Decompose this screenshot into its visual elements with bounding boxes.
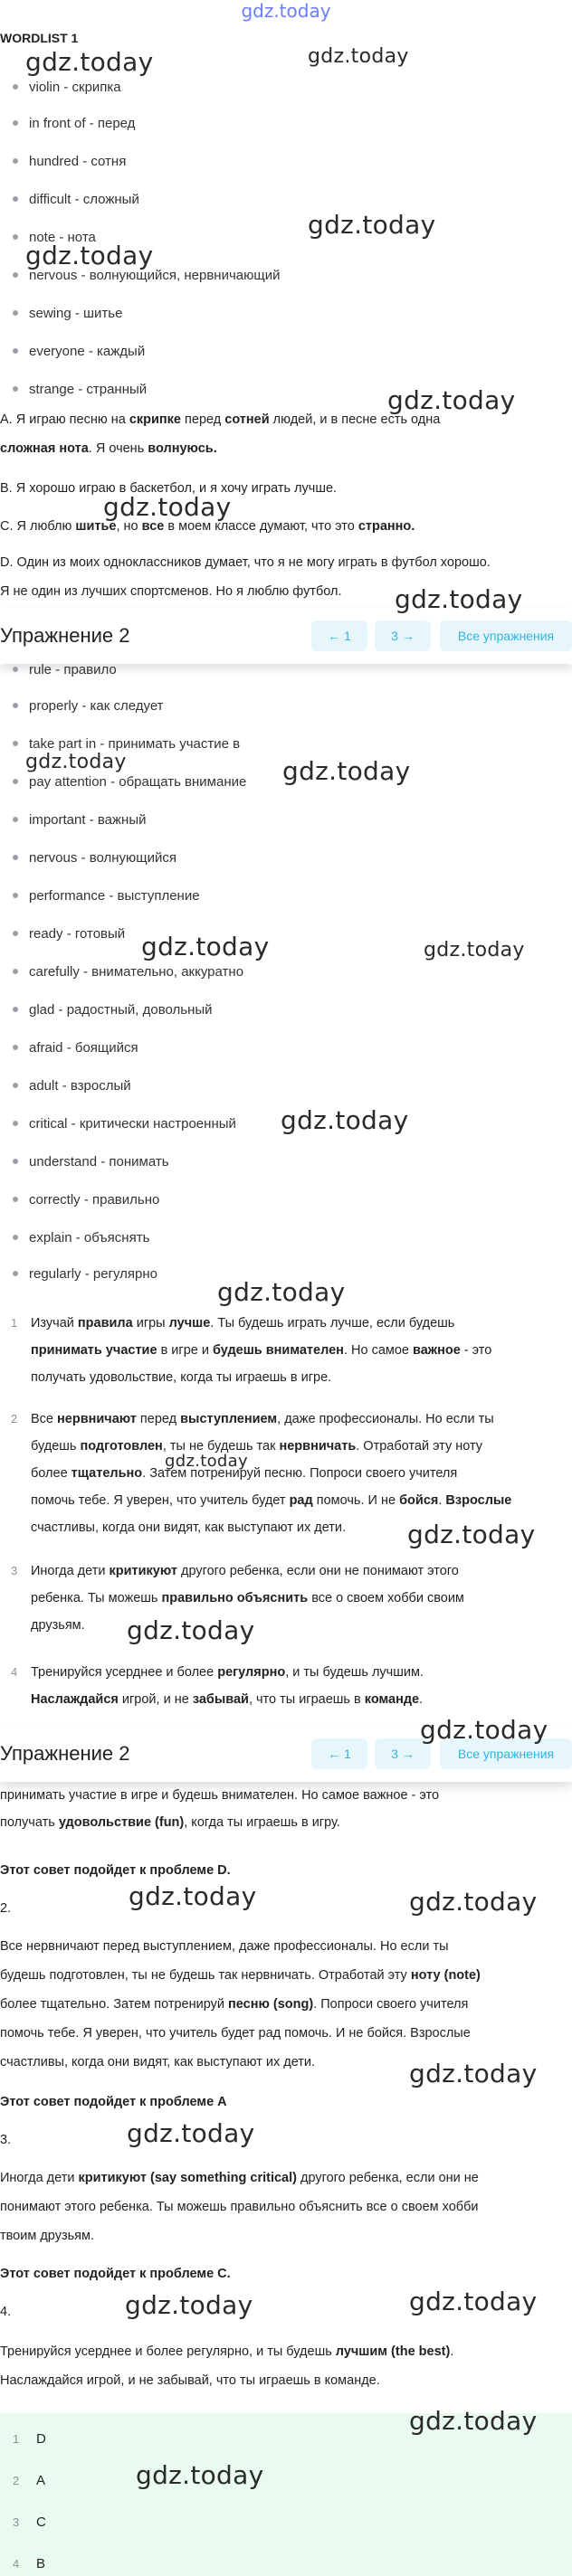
list-item: take part in - принимать участие в [13, 736, 240, 752]
next-exercise-button[interactable]: 3 → [375, 1738, 431, 1769]
watermark: gdz.today [424, 939, 525, 961]
bullet-icon [13, 196, 18, 202]
all-exercises-button[interactable]: Все упражнения [440, 1738, 572, 1769]
bullet-icon [13, 667, 18, 672]
answer-item: 4 B [13, 2556, 46, 2571]
translation-d: D. Один из моих одноклассников думает, что я не могу играть в футбол хорошо. Я не один из лучших спортсменов. Но я люблю футбол. [0, 555, 491, 599]
problem-match-heading: Этот совет подойдет к проблеме D. [0, 1863, 231, 1878]
section-title: Упражнение 2 [0, 624, 130, 647]
list-item: rule - правило [13, 662, 117, 677]
watermark: gdz.today [103, 492, 232, 522]
watermark: gdz.today [407, 1520, 536, 1549]
list-item: correctly - правильно [13, 1192, 159, 1208]
watermark: gdz.today [217, 1277, 346, 1307]
watermark: gdz.today [127, 2118, 255, 2148]
watermark: gdz.today [395, 584, 523, 614]
exercise-nav-bar [0, 1726, 572, 1782]
list-item: sewing - шитье [13, 306, 122, 321]
bullet-icon [13, 1159, 18, 1164]
watermark: gdz.today [387, 385, 516, 415]
watermark: gdz.today [282, 756, 411, 786]
watermark: gdz.today [129, 1881, 257, 1911]
watermark: gdz.today [409, 2059, 538, 2088]
problem-match-heading: Этот совет подойдет к проблеме C. [0, 2267, 231, 2281]
translation-b: B. Я хорошо играю в баскетбол, и я хочу играть лучше. [0, 481, 338, 496]
watermark: gdz.today [141, 932, 270, 961]
wordlist-title: WORDLIST 1 [0, 31, 79, 45]
explain-block-3: Иногда дети критикуют (say something critical) другого ребенка, если они не понимают этого ребенка. Ты можешь правильно объяснить все о своем хобби твоим друзьям. [0, 2171, 479, 2243]
bullet-icon [13, 1007, 18, 1012]
bullet-icon [13, 1045, 18, 1050]
list-item: adult - взрослый [13, 1078, 131, 1094]
bullet-icon [13, 120, 18, 126]
answer-item: 3 C [13, 2514, 46, 2530]
section-title: Упражнение 2 [0, 1742, 130, 1765]
explain-block-4: Тренируйся усерднее и более регулярно, и ты будешь лучшим (the best). Наслаждайся игрой, и не забывай, что ты играешь в команде. [0, 2344, 454, 2388]
watermark: gdz.today [308, 45, 409, 68]
bullet-icon [13, 1197, 18, 1202]
answer-item: 2 A [13, 2473, 46, 2488]
watermark: gdz.today [409, 2406, 538, 2436]
bullet-icon [13, 84, 18, 90]
translation-c: C. Я люблю шитье, но все в моем классе думают, что это странно. [0, 519, 415, 534]
list-item: note - нота [13, 230, 96, 245]
answers-panel [0, 2413, 572, 2576]
bullet-icon [13, 348, 18, 354]
next-exercise-button[interactable]: 3 → [375, 620, 431, 651]
bullet-icon [13, 855, 18, 860]
bullet-icon [13, 1271, 18, 1276]
list-item: violin - скрипка [13, 80, 121, 95]
list-item: carefully - внимательно, аккуратно [13, 964, 243, 980]
explain-block-2: Все нервничают перед выступлением, даже профессионалы. Но если ты будешь подготовлен, ты не будешь так нервничать. Отработай эту ноту (note) более тщательно. Затем потренируй песню (song). Попроси своего учителя помочь тебе. Я уверен, что учитель будет рад помочь. И не бойся. Взрослые счастливы, когда они видят, как выступают их дети. [0, 1939, 481, 2069]
list-item: performance - выступление [13, 888, 200, 904]
bullet-icon [13, 1235, 18, 1240]
list-item: nervous - волнующийся, нервничающий [13, 268, 280, 283]
watermark: gdz.today [127, 1615, 255, 1645]
bullet-icon [13, 779, 18, 784]
bullet-icon [13, 1083, 18, 1088]
bullet-icon [13, 741, 18, 746]
bullet-icon [13, 386, 18, 392]
explain-number: 4. [0, 2305, 12, 2319]
bullet-icon [13, 310, 18, 316]
list-item: afraid - боящийся [13, 1040, 138, 1056]
list-item: ready - готовый [13, 926, 125, 942]
watermark: gdz.today [25, 47, 154, 77]
prev-exercise-button[interactable]: ← 1 [311, 620, 367, 651]
explain-number: 2. [0, 1901, 12, 1916]
list-item: regularly - регулярно [13, 1266, 157, 1282]
watermark: gdz.today [25, 751, 127, 773]
list-item: pay attention - обращать внимание [13, 774, 246, 790]
explain-number: 3. [0, 2133, 12, 2147]
list-item: explain - объяснять [13, 1230, 149, 1245]
bullet-icon [13, 1121, 18, 1126]
watermark: gdz.today [125, 2290, 253, 2320]
watermark: gdz.today [409, 2287, 538, 2316]
list-item: hundred - сотня [13, 154, 126, 169]
bullet-icon [13, 969, 18, 974]
list-item: in front of - перед [13, 116, 135, 131]
watermark: gdz.today [308, 210, 436, 240]
answer-item: 1 D [13, 2431, 46, 2447]
list-item: nervous - волнующийся [13, 850, 176, 866]
bullet-icon [13, 893, 18, 898]
exercise-nav-bar [0, 608, 572, 664]
list-item: critical - критически настроенный [13, 1116, 236, 1132]
watermark: gdz.today [25, 241, 154, 270]
bullet-icon [13, 158, 18, 164]
list-item: glad - радостный, довольный [13, 1002, 213, 1018]
explain-block-1: принимать участие в игре и будешь внимателен. Но самое важное - это получать удовольствие (fun), когда ты играешь в игру. [0, 1788, 440, 1830]
bullet-icon [13, 703, 18, 708]
bullet-icon [13, 272, 18, 278]
bullet-icon [13, 817, 18, 822]
bullet-icon [13, 234, 18, 240]
site-logo[interactable]: gdz.today [241, 0, 331, 22]
list-item: difficult - сложный [13, 192, 139, 207]
problem-match-heading: Этот совет подойдет к проблеме A [0, 2095, 227, 2109]
watermark: gdz.today [281, 1105, 409, 1135]
watermark: gdz.today [165, 1452, 248, 1471]
all-exercises-button[interactable]: Все упражнения [440, 620, 572, 651]
list-item: important - важный [13, 812, 146, 828]
list-item: properly - как следует [13, 698, 164, 714]
list-item: understand - понимать [13, 1154, 169, 1170]
watermark: gdz.today [136, 2460, 264, 2490]
list-item: everyone - каждый [13, 344, 145, 359]
watermark: gdz.today [409, 1887, 538, 1917]
list-item: strange - странный [13, 382, 147, 397]
prev-exercise-button[interactable]: ← 1 [311, 1738, 367, 1769]
bullet-icon [13, 931, 18, 936]
watermark: gdz.today [420, 1715, 548, 1745]
